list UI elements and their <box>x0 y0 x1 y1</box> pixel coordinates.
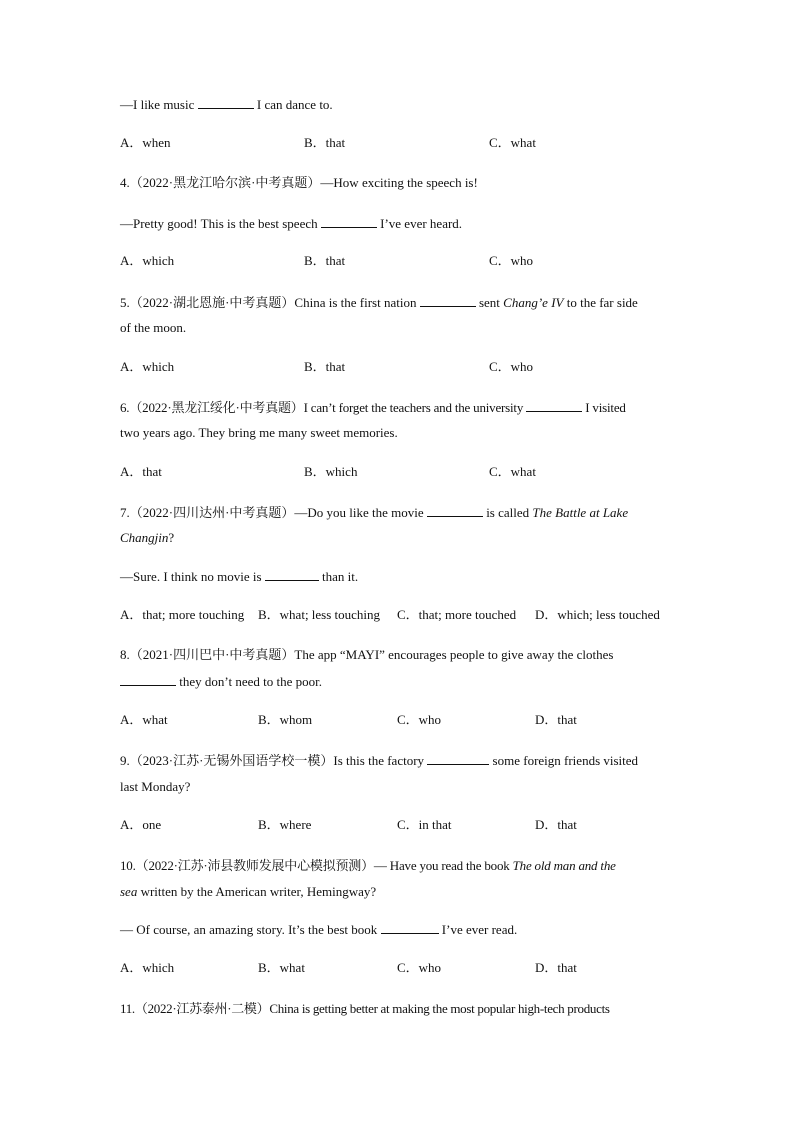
q3-option-b[interactable]: B．that <box>304 135 346 150</box>
q6-text: I can’t forget the teachers and the university <box>303 400 527 415</box>
q7-line3 <box>120 568 675 585</box>
q4-source: 4.（2022·黑龙江哈尔滨·中考真题） <box>120 175 321 190</box>
q8-option-b[interactable]: B．whom <box>258 712 313 727</box>
q3-line <box>120 96 675 113</box>
q10-text: — Have you read the book <box>373 858 513 873</box>
q4-line2 <box>120 215 675 232</box>
q6-source: 6.（2022·黑龙江绥化·中考真题） <box>120 400 304 415</box>
q7-option-c[interactable]: C．that; more touched <box>397 607 517 622</box>
q6-text-b: I visited <box>582 400 626 415</box>
q3-option-a[interactable]: A．when <box>120 135 171 150</box>
q4-text-2-end: I’ve ever heard. <box>376 216 463 231</box>
q9-text-b: some foreign friends visited <box>489 753 639 768</box>
q10-option-b[interactable]: B．what <box>258 960 305 975</box>
q8-source: 8.（2021·四川巴中·中考真题） <box>120 647 295 662</box>
q9-text-2: last Monday? <box>120 779 191 794</box>
q5-source: 5.（2022·湖北恩施·中考真题） <box>120 295 295 310</box>
q8-option-d[interactable]: D．that <box>535 712 577 727</box>
answer-blank[interactable] <box>420 294 476 307</box>
q4-option-b[interactable]: B．that <box>304 253 346 268</box>
q3-text: —I like music <box>120 97 198 112</box>
answer-blank[interactable] <box>427 504 483 517</box>
q9-option-b[interactable]: B．where <box>258 817 312 832</box>
q5-line2 <box>120 320 675 336</box>
q10-text-3-end: I’ve ever read. <box>438 922 518 937</box>
answer-blank[interactable] <box>381 921 439 934</box>
q3-option-c[interactable]: C．what <box>489 135 536 150</box>
q10-italic: The old man and the <box>512 858 616 873</box>
q10-option-d[interactable]: D．that <box>535 960 577 975</box>
q9-line1 <box>120 752 675 769</box>
q6-option-b[interactable]: B．which <box>304 464 358 479</box>
q9-option-a[interactable]: A．one <box>120 817 162 832</box>
q5-text-c: to the far side <box>563 295 638 310</box>
q5-text-2: of the moon. <box>120 320 187 335</box>
q8-line1 <box>120 647 675 663</box>
q3-text-end: I can dance to. <box>253 97 333 112</box>
q7-line1 <box>120 504 675 521</box>
q5-line1 <box>120 294 675 311</box>
q7-line2 <box>120 530 675 546</box>
q7-source: 7.（2022·四川达州·中考真题） <box>120 505 295 520</box>
q7-italic: The Battle at Lake <box>532 505 629 520</box>
answer-blank[interactable] <box>427 752 489 765</box>
q8-text-2: they don’t need to the poor. <box>176 674 322 689</box>
q4-option-c[interactable]: C．who <box>489 253 534 268</box>
q8-line2 <box>120 673 675 690</box>
q7-option-d[interactable]: D．which; less touched <box>535 607 660 622</box>
q7-option-a[interactable]: A．that; more touching <box>120 607 245 622</box>
answer-blank[interactable] <box>526 399 582 412</box>
q9-option-c[interactable]: C．in that <box>397 817 452 832</box>
q7-text-b: is called <box>482 505 533 520</box>
q10-text-3: — Of course, an amazing story. It’s the best book <box>120 922 381 937</box>
q11-line1 <box>120 1001 675 1017</box>
q5-option-c[interactable]: C．who <box>489 359 534 374</box>
q11-source: 11.（2022·江苏泰州·二模） <box>120 1001 270 1016</box>
q6-option-a[interactable]: A．that <box>120 464 162 479</box>
q7-text-2: ? <box>168 530 175 545</box>
q10-italic-2: sea <box>120 884 138 899</box>
q4-line1 <box>120 175 675 191</box>
q5-italic: Chang’e IV <box>503 295 564 310</box>
q10-line1 <box>120 858 675 874</box>
q6-text-2: two years ago. They bring me many sweet memories. <box>120 425 398 440</box>
answer-blank[interactable] <box>321 215 377 228</box>
q5-text: China is the first nation <box>294 295 420 310</box>
q4-text: —How exciting the speech is! <box>320 175 478 190</box>
q5-option-b[interactable]: B．that <box>304 359 346 374</box>
q11-text: China is getting better at making the most popular high-tech products <box>269 1001 610 1016</box>
q8-option-c[interactable]: C．who <box>397 712 442 727</box>
q10-line2 <box>120 884 675 900</box>
q9-source: 9.（2023·江苏·无锡外国语学校一模） <box>120 753 334 768</box>
q10-text-2: written by the American writer, Hemingway? <box>137 884 377 899</box>
answer-blank[interactable] <box>265 568 319 581</box>
q9-line2 <box>120 779 675 795</box>
q4-option-a[interactable]: A．which <box>120 253 175 268</box>
q5-option-a[interactable]: A．which <box>120 359 175 374</box>
q8-option-a[interactable]: A．what <box>120 712 168 727</box>
answer-blank[interactable] <box>120 673 176 686</box>
q7-text-3: —Sure. I think no movie is <box>120 569 265 584</box>
q9-option-d[interactable]: D．that <box>535 817 577 832</box>
q10-source: 10.（2022·江苏·沛县教师发展中心模拟预测） <box>120 858 374 873</box>
q6-option-c[interactable]: C．what <box>489 464 536 479</box>
q9-text: Is this the factory <box>333 753 428 768</box>
q4-text-2: —Pretty good! This is the best speech <box>120 216 321 231</box>
q7-text: —Do you like the movie <box>294 505 427 520</box>
q6-line1 <box>120 399 675 416</box>
q7-italic-2: Changjin <box>120 530 169 545</box>
q10-option-c[interactable]: C．who <box>397 960 442 975</box>
q7-text-3-end: than it. <box>318 569 359 584</box>
q8-text: The app “MAYI” encourages people to give away the clothes <box>294 647 614 662</box>
q5-text-b: sent <box>475 295 504 310</box>
q7-option-b[interactable]: B．what; less touching <box>258 607 381 622</box>
q6-line2 <box>120 425 675 441</box>
q10-option-a[interactable]: A．which <box>120 960 175 975</box>
answer-blank[interactable] <box>198 96 254 109</box>
q10-line3 <box>120 921 675 938</box>
